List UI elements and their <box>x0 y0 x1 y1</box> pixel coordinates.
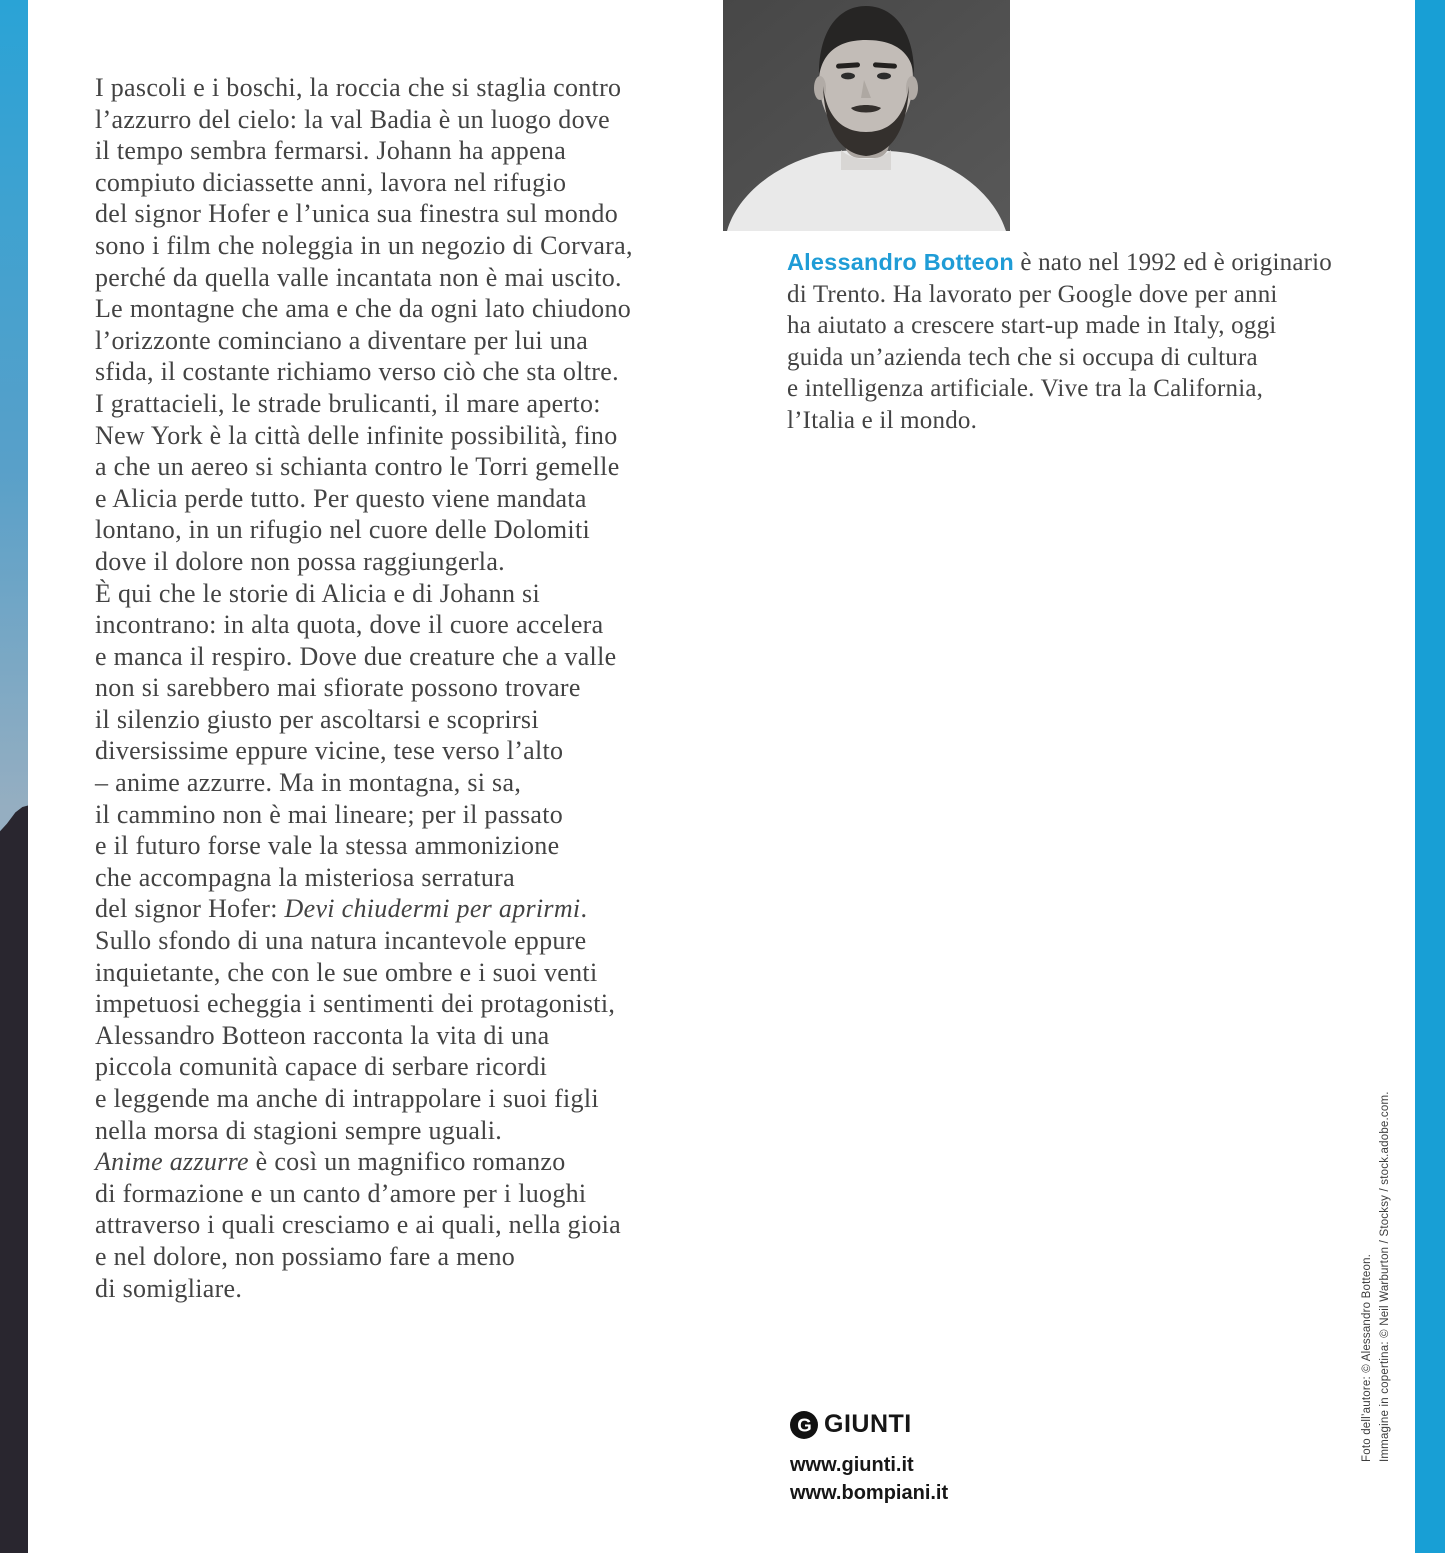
description-line: Anime azzurre è così un magnifico romanzo <box>95 1147 566 1177</box>
author-bio <box>787 247 1332 436</box>
description-line: il silenzio giusto per ascoltarsi e scoprirsi <box>95 704 539 734</box>
description-line: – anime azzurre. Ma in montagna, si sa, <box>95 768 522 798</box>
cover-credit: Immagine in copertina: © Neil Warburton / Stocksy / stock.adobe.com. <box>1379 1091 1391 1462</box>
description-line: compiuto diciassette anni, lavora nel rifugio <box>95 167 567 197</box>
description-line: l’azzurro del cielo: la val Badia è un luogo dove <box>95 104 611 134</box>
bio-line: e intelligenza artificiale. Vive tra la California, <box>787 375 1264 402</box>
description-line: e nel dolore, non possiamo fare a meno <box>95 1241 516 1271</box>
bio-line: guida un’azienda tech che si occupa di cultura <box>787 343 1258 371</box>
description-line: Sullo sfondo di una natura incantevole eppure <box>95 926 587 956</box>
spine-strip <box>0 0 28 1553</box>
publisher-block <box>790 1410 948 1507</box>
photo-credit: Foto dell’autore: © Alessandro Botteon. <box>1361 1253 1373 1462</box>
description-line: lontano, in un rifugio nel cuore delle Dolomiti <box>95 515 590 545</box>
description-line: a che un aereo si schianta contro le Torri gemelle <box>95 452 620 482</box>
description-line: di somigliare. <box>95 1273 243 1303</box>
description-line: I grattacieli, le strade brulicanti, il mare aperto: <box>95 388 601 418</box>
description-line: di formazione e un canto d’amore per i luoghi <box>95 1178 587 1208</box>
website-link: www.giunti.it <box>790 1454 914 1476</box>
description-line: e il futuro forse vale la stessa ammonizione <box>95 831 560 861</box>
giunti-logo <box>790 1410 948 1439</box>
description-line: attraverso i quali cresciamo e ai quali, nella gioia <box>95 1210 622 1240</box>
description-line: inquietante, che con le sue ombre e i suoi venti <box>95 957 598 987</box>
description-line: nella morsa di stagioni sempre uguali. <box>95 1115 503 1145</box>
mountain-silhouette <box>0 798 28 1553</box>
description-line: del signor Hofer: Devi chiudermi per aprirmi. <box>95 894 588 924</box>
bio-line: l’Italia e il mondo. <box>787 406 978 434</box>
description-line: del signor Hofer e l’unica sua finestra sul mondo <box>95 199 619 229</box>
description-line: incontrano: in alta quota, dove il cuore accelera <box>95 610 604 640</box>
description-line: impetuosi echeggia i sentimenti dei protagonisti, <box>95 989 616 1019</box>
description-line: diversissime eppure vicine, tese verso l’alto <box>95 736 564 766</box>
description-line: I pascoli e i boschi, la roccia che si staglia contro <box>95 73 622 102</box>
description-line: che accompagna la misteriosa serratura <box>95 862 515 892</box>
description-line: piccola comunità capace di serbare ricordi <box>95 1052 548 1082</box>
description-line: l’orizzonte cominciano a diventare per lui una <box>95 325 589 355</box>
description-line: e manca il respiro. Dove due creature che a valle <box>95 641 617 671</box>
description-line: e Alicia perde tutto. Per questo viene mandata <box>95 483 587 513</box>
right-edge-strip <box>1415 0 1445 1553</box>
description-line: dove il dolore non possa raggiungerla. <box>95 546 505 576</box>
description-line: non si sarebbero mai sfiorate possono trovare <box>95 673 581 703</box>
website-link: www.bompiani.it <box>790 1482 949 1504</box>
description-line: perché da quella valle incantata non è mai uscito. <box>95 262 622 292</box>
description-line: New York è la città delle infinite possibilità, fino <box>95 420 618 450</box>
description-line: sfida, il costante richiamo verso ciò che sta oltre. <box>95 357 619 387</box>
giunti-logo-icon <box>790 1411 818 1439</box>
description-line: il cammino non è mai lineare; per il passato <box>95 799 564 829</box>
description-line: Alessandro Botteon racconta la vita di una <box>95 1020 550 1050</box>
bio-line: ha aiutato a crescere start-up made in Italy, oggi <box>787 312 1277 339</box>
giunti-logo-text: GIUNTI <box>824 1410 912 1438</box>
author-portrait-graphic <box>723 0 1010 231</box>
description-line: sono i film che noleggia in un negozio di Corvara, <box>95 230 633 260</box>
description-line: Le montagne che ama e che da ogni lato chiudono <box>95 294 632 324</box>
description-line: il tempo sembra fermarsi. Johann ha appena <box>95 136 567 166</box>
author-photo <box>723 0 1010 231</box>
description-line: È qui che le storie di Alicia e di Johann si <box>95 578 540 608</box>
book-description <box>95 72 633 1304</box>
publisher-websites <box>790 1451 948 1507</box>
description-line: e leggende ma anche di intrappolare i suoi figli <box>95 1084 599 1113</box>
svg-text:G: G <box>797 1414 812 1436</box>
bio-line: Alessandro Botteon è nato nel 1992 ed è originario <box>787 249 1332 276</box>
author-name: Alessandro Botteon <box>787 249 1014 275</box>
bio-line: di Trento. Ha lavorato per Google dove per anni <box>787 280 1278 308</box>
